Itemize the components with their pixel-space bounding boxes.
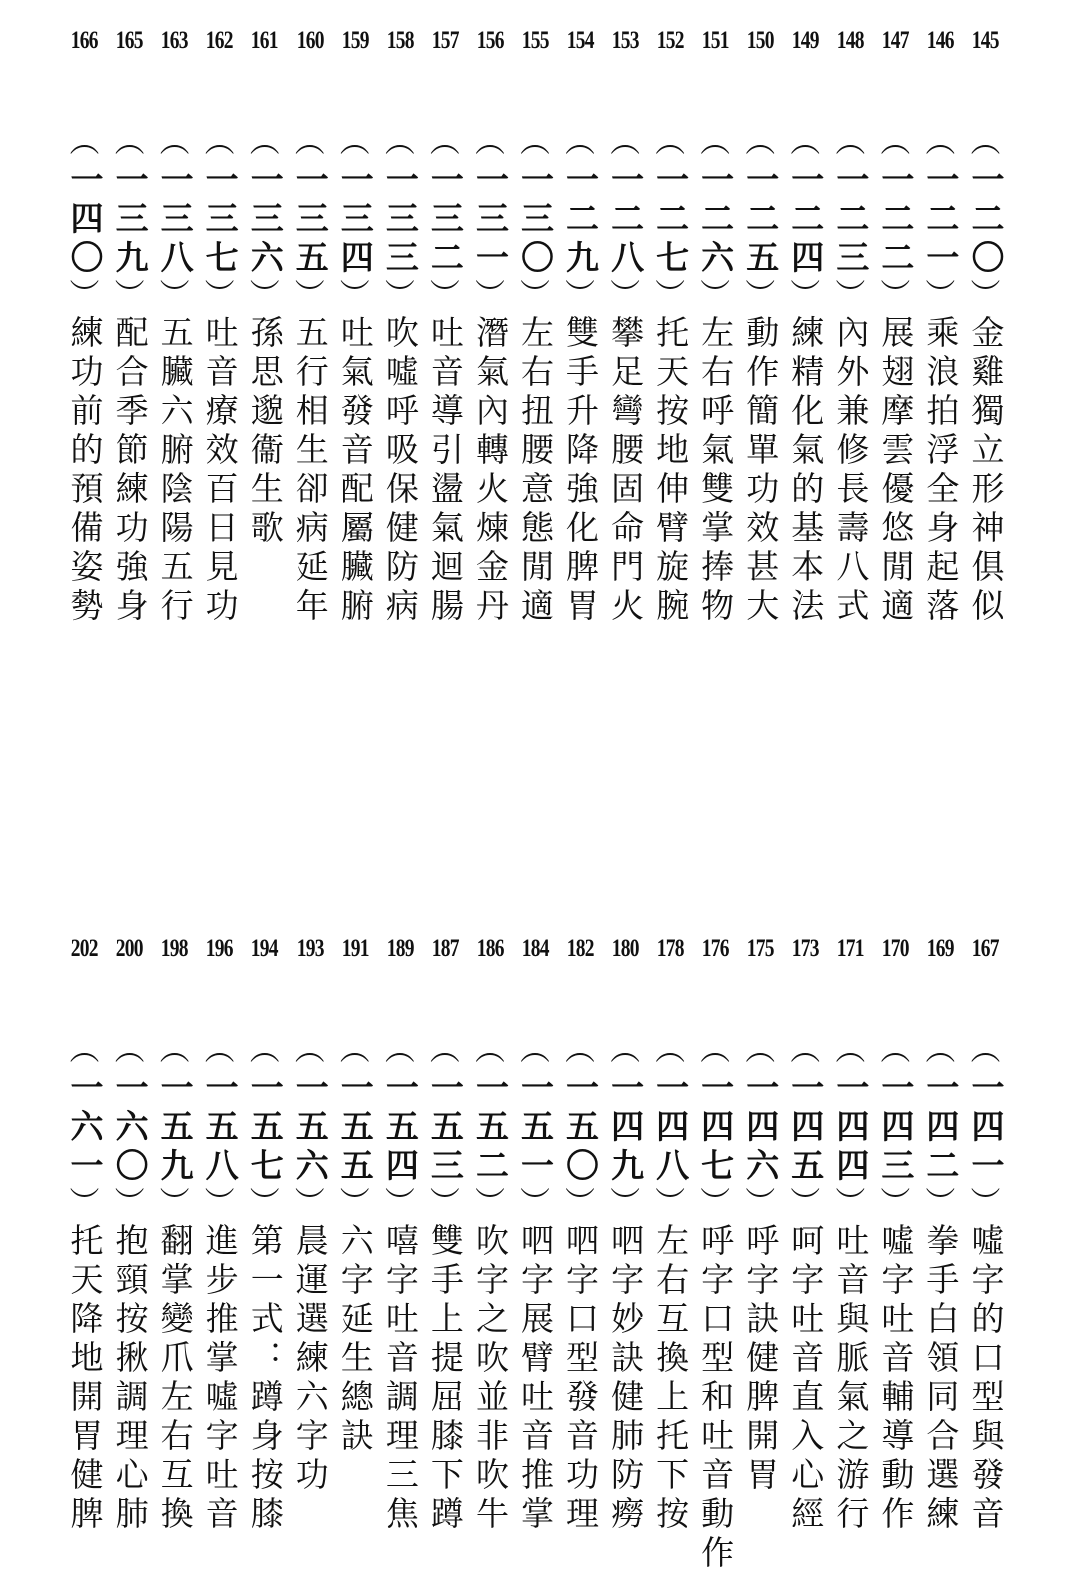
bracket-open: ︵	[474, 125, 505, 160]
page-number: 157	[431, 27, 459, 54]
section-title: 托天降地開胃健脾	[65, 1223, 105, 1535]
bracket-open: ︵	[835, 1033, 866, 1068]
page-number: 175	[746, 935, 774, 962]
bracket-open: ︵	[249, 1033, 280, 1068]
bracket-open: ︵	[925, 125, 956, 160]
section-number-group	[245, 1033, 285, 1221]
section-number-group	[425, 125, 465, 313]
page-number: 149	[791, 27, 819, 54]
bracket-open: ︵	[339, 125, 370, 160]
bracket-close: ︶	[790, 278, 821, 313]
section-number-group	[830, 1033, 871, 1221]
bracket-open: ︵	[474, 1033, 505, 1068]
page-number: 150	[746, 27, 774, 54]
toc-entry	[918, 22, 963, 627]
section-number: 一四一	[966, 1070, 1006, 1187]
section-number-group	[605, 1033, 646, 1221]
section-title: 攀足彎腰固命門火	[606, 315, 646, 627]
bracket-close: ︶	[429, 278, 460, 313]
toc-entry	[512, 22, 557, 627]
bracket-close: ︶	[835, 278, 866, 313]
section-title: 進步推掌噓字吐音	[200, 1223, 240, 1535]
page-number: 163	[161, 27, 189, 54]
page-number: 184	[521, 935, 549, 962]
bracket-close: ︶	[745, 1186, 776, 1221]
section-title: 吹噓呼吸保健防病	[380, 315, 420, 627]
bracket-close: ︶	[700, 278, 731, 313]
bracket-open: ︵	[204, 1033, 235, 1068]
section-title: 呼字口型和吐音動作	[696, 1223, 736, 1574]
page-number: 178	[656, 935, 684, 962]
page-number: 189	[386, 935, 414, 962]
bracket-open: ︵	[429, 1033, 460, 1068]
section-number: 一三九	[110, 162, 150, 279]
section-title: 雙手上提屈膝下蹲	[425, 1223, 465, 1535]
section-title: 展翅摩雲優悠閒適	[876, 315, 916, 627]
section-number-group	[335, 125, 375, 313]
section-number-group	[560, 1033, 601, 1221]
page-number: 162	[206, 27, 234, 54]
section-number-group	[965, 1033, 1006, 1221]
section-number-group	[380, 1033, 420, 1221]
section-number-group	[830, 125, 871, 313]
page-number: 169	[926, 935, 954, 962]
toc-entry	[197, 930, 242, 1574]
bracket-open: ︵	[114, 125, 145, 160]
section-number-group	[875, 125, 916, 313]
bracket-close: ︶	[384, 1186, 415, 1221]
bracket-open: ︵	[790, 1033, 821, 1068]
section-title: 噓字吐音輔導動作	[876, 1223, 916, 1535]
page-number: 187	[431, 935, 459, 962]
section-number: 一四七	[696, 1070, 736, 1187]
bracket-open: ︵	[294, 125, 325, 160]
section-number: 一二〇	[966, 162, 1006, 279]
toc-entry	[693, 930, 738, 1574]
section-number: 一二七	[651, 162, 691, 279]
section-title: 拳手白領同合選練	[921, 1223, 961, 1535]
bracket-close: ︶	[294, 278, 325, 313]
bracket-close: ︶	[925, 1186, 956, 1221]
bracket-close: ︶	[69, 1186, 100, 1221]
bracket-open: ︵	[655, 125, 686, 160]
bracket-open: ︵	[655, 1033, 686, 1068]
section-number-group	[155, 1033, 195, 1221]
bracket-close: ︶	[339, 278, 370, 313]
section-title: 練精化氣的基本法	[786, 315, 826, 627]
bracket-close: ︶	[204, 1186, 235, 1221]
section-number-group	[335, 1033, 375, 1221]
toc-entry	[107, 930, 152, 1574]
section-number-group	[920, 1033, 961, 1221]
section-title: 左右互換上托下按	[651, 1223, 691, 1535]
section-number: 一二三	[831, 162, 871, 279]
bracket-open: ︵	[565, 125, 596, 160]
toc-entry	[603, 22, 648, 627]
section-title: 吹字之吹並非吹牛	[470, 1223, 510, 1535]
bracket-open: ︵	[745, 1033, 776, 1068]
bracket-close: ︶	[610, 1186, 641, 1221]
section-number: 一四五	[786, 1070, 826, 1187]
page-number: 154	[566, 27, 594, 54]
bracket-open: ︵	[69, 1033, 100, 1068]
section-number: 一六〇	[110, 1070, 150, 1187]
section-number-group	[65, 1033, 105, 1221]
toc-entry	[648, 930, 693, 1574]
bracket-open: ︵	[159, 125, 190, 160]
section-title: 吐氣發音配屬臟腑	[335, 315, 375, 627]
bracket-close: ︶	[474, 1186, 505, 1221]
section-number: 一二九	[561, 162, 601, 279]
bracket-open: ︵	[700, 125, 731, 160]
section-title: 孫思邈衞生歌	[245, 315, 285, 549]
toc-entry	[512, 930, 557, 1574]
bracket-close: ︶	[249, 1186, 280, 1221]
section-title: 吐音療效百日見功	[200, 315, 240, 627]
bracket-open: ︵	[294, 1033, 325, 1068]
toc-entry	[467, 930, 512, 1574]
page-number: 167	[971, 935, 999, 962]
toc-entry	[963, 930, 1008, 1574]
toc-entry	[963, 22, 1008, 627]
bracket-open: ︵	[204, 125, 235, 160]
section-number-group	[200, 125, 240, 313]
page-number: 166	[71, 27, 98, 54]
section-title: 配合季節練功強身	[110, 315, 150, 627]
toc-entry	[287, 22, 332, 627]
section-number: 一二二	[876, 162, 916, 279]
section-number: 一三一	[470, 162, 510, 279]
section-title: 動作簡單功效甚大	[741, 315, 781, 627]
section-title: 左右扭腰意態閒適	[515, 315, 555, 627]
section-title: 呬字口型發音功理	[561, 1223, 601, 1535]
bracket-open: ︵	[610, 125, 641, 160]
page-number: 146	[926, 27, 954, 54]
page-number: 152	[656, 27, 684, 54]
page-number: 165	[116, 27, 144, 54]
section-title: 吐音導引盪氣迴腸	[425, 315, 465, 627]
bracket-close: ︶	[384, 278, 415, 313]
bracket-close: ︶	[835, 1186, 866, 1221]
section-number: 一四三	[876, 1070, 916, 1187]
section-title: 雙手升降強化脾胃	[561, 315, 601, 627]
section-title: 呼字訣健脾開胃	[741, 1223, 781, 1496]
bracket-close: ︶	[970, 278, 1001, 313]
page-number: 173	[791, 935, 819, 962]
toc-section-bottom	[62, 930, 1008, 1574]
section-number: 一四四	[831, 1070, 871, 1187]
section-number-group	[695, 1033, 736, 1221]
toc-entry	[332, 22, 377, 627]
bracket-close: ︶	[114, 278, 145, 313]
section-number: 一三五	[290, 162, 330, 279]
section-number-group	[155, 125, 195, 313]
toc-entry	[242, 22, 287, 627]
section-title: 練功前的預備姿勢	[65, 315, 105, 627]
bracket-open: ︵	[970, 1033, 1001, 1068]
page-number: 160	[296, 27, 324, 54]
page-number: 186	[476, 935, 504, 962]
bracket-open: ︵	[384, 1033, 415, 1068]
toc-entry	[783, 22, 828, 627]
bracket-open: ︵	[745, 125, 776, 160]
section-title: 左右呼氣雙掌捧物	[696, 315, 736, 627]
section-title: 晨運選練六字功	[290, 1223, 330, 1496]
page-number: 191	[341, 935, 369, 962]
page-number: 158	[386, 27, 414, 54]
section-number-group	[785, 1033, 826, 1221]
bracket-close: ︶	[610, 278, 641, 313]
section-number: 一五七	[245, 1070, 285, 1187]
section-number-group	[785, 125, 826, 313]
bracket-close: ︶	[790, 1186, 821, 1221]
section-number: 一五四	[380, 1070, 420, 1187]
bracket-close: ︶	[519, 1186, 550, 1221]
section-number: 一二八	[606, 162, 646, 279]
section-number-group	[290, 125, 330, 313]
section-number: 一五二	[470, 1070, 510, 1187]
bracket-close: ︶	[880, 278, 911, 313]
toc-entry	[873, 930, 918, 1574]
bracket-open: ︵	[880, 125, 911, 160]
section-title: 金雞獨立形神俱似	[966, 315, 1006, 627]
section-number: 一三七	[200, 162, 240, 279]
section-number: 一三二	[425, 162, 465, 279]
section-number: 一三六	[245, 162, 285, 279]
toc-entry	[242, 930, 287, 1574]
bracket-close: ︶	[925, 278, 956, 313]
section-number: 一二四	[786, 162, 826, 279]
bracket-close: ︶	[655, 1186, 686, 1221]
section-number-group	[650, 125, 691, 313]
toc-entry	[738, 22, 783, 627]
page-number: 193	[296, 935, 324, 962]
page-number: 196	[206, 935, 234, 962]
bracket-open: ︵	[565, 1033, 596, 1068]
toc-entry	[152, 22, 197, 627]
toc-entry	[828, 930, 873, 1574]
section-number-group	[110, 1033, 150, 1221]
page-number: 200	[116, 935, 144, 962]
bracket-close: ︶	[114, 1186, 145, 1221]
toc-entry	[558, 930, 603, 1574]
section-title: 乘浪拍浮全身起落	[921, 315, 961, 627]
bracket-close: ︶	[339, 1186, 370, 1221]
page-number: 171	[836, 935, 864, 962]
bracket-open: ︵	[925, 1033, 956, 1068]
section-number: 一五〇	[561, 1070, 601, 1187]
toc-entry	[467, 22, 512, 627]
page-number: 180	[611, 935, 639, 962]
toc-entry	[873, 22, 918, 627]
bracket-open: ︵	[429, 125, 460, 160]
bracket-close: ︶	[429, 1186, 460, 1221]
bracket-open: ︵	[610, 1033, 641, 1068]
page-number: 151	[701, 27, 729, 54]
section-title: 呬字妙訣健肺防癆	[606, 1223, 646, 1535]
bracket-close: ︶	[970, 1186, 1001, 1221]
section-number: 一五八	[200, 1070, 240, 1187]
bracket-open: ︵	[69, 125, 100, 160]
section-title: 吐音與脈氣之游行	[831, 1223, 871, 1535]
bracket-close: ︶	[474, 278, 505, 313]
section-number-group	[560, 125, 601, 313]
section-number-group	[605, 125, 646, 313]
section-number-group	[380, 125, 420, 313]
section-title: 托天按地伸臂旋腕	[651, 315, 691, 627]
bracket-open: ︵	[790, 125, 821, 160]
toc-entry	[62, 22, 107, 627]
bracket-close: ︶	[69, 278, 100, 313]
bracket-close: ︶	[519, 278, 550, 313]
section-title: 第一式：蹲身按膝	[245, 1223, 285, 1535]
section-number: 一三四	[335, 162, 375, 279]
toc-entry	[648, 22, 693, 627]
section-title: 六字延生總訣	[335, 1223, 375, 1457]
bracket-close: ︶	[249, 278, 280, 313]
bracket-close: ︶	[565, 278, 596, 313]
bracket-open: ︵	[519, 1033, 550, 1068]
section-number-group	[650, 1033, 691, 1221]
bracket-close: ︶	[159, 1186, 190, 1221]
section-number-group	[920, 125, 961, 313]
section-number-group	[245, 125, 285, 313]
section-number: 一三八	[155, 162, 195, 279]
bracket-open: ︵	[519, 125, 550, 160]
bracket-open: ︵	[339, 1033, 370, 1068]
page-number: 194	[251, 935, 279, 962]
page-number: 202	[71, 935, 98, 962]
section-number: 一二五	[741, 162, 781, 279]
bracket-open: ︵	[384, 125, 415, 160]
section-title: 噓字的口型與發音	[966, 1223, 1006, 1535]
section-number-group	[200, 1033, 240, 1221]
section-number: 一五一	[515, 1070, 555, 1187]
section-number-group	[965, 125, 1006, 313]
section-title: 抱頸按揪調理心肺	[110, 1223, 150, 1535]
toc-entry	[828, 22, 873, 627]
toc-entry	[332, 930, 377, 1574]
bracket-open: ︵	[880, 1033, 911, 1068]
section-number-group	[515, 125, 555, 313]
bracket-close: ︶	[159, 278, 190, 313]
section-number: 一六一	[65, 1070, 105, 1187]
section-number-group	[290, 1033, 330, 1221]
section-number-group	[875, 1033, 916, 1221]
bracket-open: ︵	[159, 1033, 190, 1068]
section-title: 呵字吐音直入心經	[786, 1223, 826, 1535]
page-number: 176	[701, 935, 729, 962]
page-number: 148	[836, 27, 864, 54]
bracket-close: ︶	[745, 278, 776, 313]
bracket-open: ︵	[249, 125, 280, 160]
toc-entry	[422, 22, 467, 627]
section-title: 內外兼修長壽八式	[831, 315, 871, 627]
section-number: 一五六	[290, 1070, 330, 1187]
section-number: 一四六	[741, 1070, 781, 1187]
section-number-group	[470, 125, 510, 313]
section-number: 一四八	[651, 1070, 691, 1187]
toc-entry	[152, 930, 197, 1574]
bracket-close: ︶	[880, 1186, 911, 1221]
toc-entry	[783, 930, 828, 1574]
toc-entry	[558, 22, 603, 627]
toc-entry	[287, 930, 332, 1574]
bracket-close: ︶	[294, 1186, 325, 1221]
bracket-open: ︵	[835, 125, 866, 160]
toc-entry	[603, 930, 648, 1574]
section-number: 一二一	[921, 162, 961, 279]
page-number: 161	[251, 27, 279, 54]
section-number: 一五五	[335, 1070, 375, 1187]
toc-entry	[107, 22, 152, 627]
section-number-group	[425, 1033, 465, 1221]
page-number: 182	[566, 935, 594, 962]
page-number: 155	[521, 27, 549, 54]
section-number: 一三三	[380, 162, 420, 279]
section-number-group	[695, 125, 736, 313]
bracket-open: ︵	[970, 125, 1001, 160]
page-number: 145	[971, 27, 999, 54]
section-number-group	[65, 125, 105, 313]
toc-entry	[738, 930, 783, 1574]
section-number-group	[470, 1033, 510, 1221]
bracket-close: ︶	[565, 1186, 596, 1221]
section-title: 潛氣內轉火煉金丹	[470, 315, 510, 627]
toc-entry	[197, 22, 242, 627]
bracket-close: ︶	[204, 278, 235, 313]
bracket-close: ︶	[700, 1186, 731, 1221]
section-number: 一四〇	[65, 162, 105, 279]
section-number: 一五三	[425, 1070, 465, 1187]
toc-section-top	[62, 22, 1008, 627]
toc-entry	[377, 22, 422, 627]
bracket-open: ︵	[114, 1033, 145, 1068]
page-number: 170	[881, 935, 909, 962]
section-number: 一三〇	[515, 162, 555, 279]
section-number-group	[110, 125, 150, 313]
section-number-group	[740, 1033, 781, 1221]
section-number: 一四二	[921, 1070, 961, 1187]
toc-entry	[377, 930, 422, 1574]
section-number-group	[515, 1033, 555, 1221]
section-title: 呬字展臂吐音推掌	[515, 1223, 555, 1535]
toc-entry	[918, 930, 963, 1574]
section-number: 一五九	[155, 1070, 195, 1187]
bracket-close: ︶	[655, 278, 686, 313]
section-number: 一四九	[606, 1070, 646, 1187]
section-number: 一二六	[696, 162, 736, 279]
page-number: 147	[881, 27, 909, 54]
section-title: 嘻字吐音調理三焦	[380, 1223, 420, 1535]
page-number: 156	[476, 27, 504, 54]
section-title: 翻掌變爪左右互換	[155, 1223, 195, 1535]
section-title: 五臟六腑陰陽五行	[155, 315, 195, 627]
toc-entry	[422, 930, 467, 1574]
page-number: 153	[611, 27, 639, 54]
toc-entry	[62, 930, 107, 1574]
toc-entry	[693, 22, 738, 627]
bracket-open: ︵	[700, 1033, 731, 1068]
section-title: 五行相生卻病延年	[290, 315, 330, 627]
section-number-group	[740, 125, 781, 313]
page-number: 159	[341, 27, 369, 54]
page-number: 198	[161, 935, 189, 962]
